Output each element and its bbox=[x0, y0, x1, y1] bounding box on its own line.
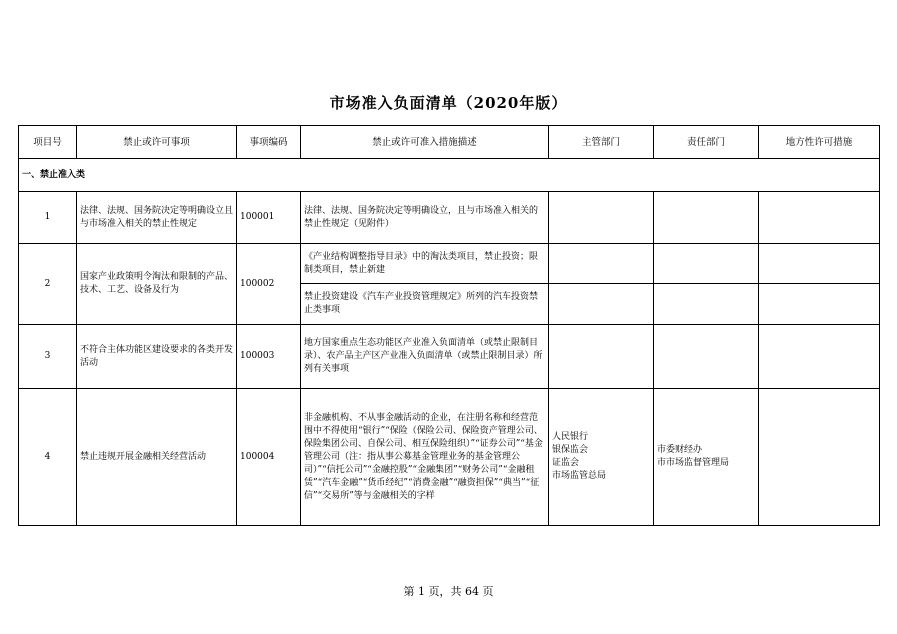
table-row bbox=[19, 244, 880, 284]
row-description: 《产业结构调整指导目录》中的淘汰类项目，禁止投资；限制类项目，禁止新建 bbox=[301, 244, 549, 284]
header-project-no: 项目号 bbox=[19, 126, 77, 159]
row-code: 100003 bbox=[237, 325, 301, 389]
row-item: 法律、法规、国务院决定等明确设立且与市场准入相关的禁止性规定 bbox=[77, 192, 237, 244]
table-row bbox=[19, 389, 880, 526]
table-row bbox=[19, 325, 880, 389]
row-responsible: 市委财经办 市市场监督管理局 bbox=[654, 389, 759, 526]
header-responsible: 责任部门 bbox=[654, 126, 759, 159]
row-authority bbox=[549, 325, 654, 389]
row-code: 100001 bbox=[237, 192, 301, 244]
row-responsible bbox=[654, 325, 759, 389]
row-description: 地方国家重点生态功能区产业准入负面清单（或禁止限制目录）、农产品主产区产业准入负面清单（或禁止限制目录）所列有关事项 bbox=[301, 325, 549, 389]
row-authority: 人民银行 银保监会 证监会 市场监管总局 bbox=[549, 389, 654, 526]
table-row bbox=[19, 192, 880, 244]
section-row bbox=[19, 159, 880, 192]
row-authority bbox=[549, 284, 654, 325]
row-authority bbox=[549, 244, 654, 284]
negative-list-table bbox=[18, 125, 880, 526]
row-item: 不符合主体功能区建设要求的各类开发活动 bbox=[77, 325, 237, 389]
row-no: 1 bbox=[19, 192, 77, 244]
row-authority bbox=[549, 192, 654, 244]
page-title: 市场准入负面清单（2020年版） bbox=[329, 94, 568, 112]
header-authority: 主管部门 bbox=[549, 126, 654, 159]
row-local-measures bbox=[759, 244, 880, 284]
row-item: 国家产业政策明令淘汰和限制的产品、技术、工艺、设备及行为 bbox=[77, 244, 237, 325]
row-local-measures bbox=[759, 192, 880, 244]
row-no: 3 bbox=[19, 325, 77, 389]
row-responsible bbox=[654, 244, 759, 284]
header-local-measures: 地方性许可措施 bbox=[759, 126, 880, 159]
row-local-measures bbox=[759, 325, 880, 389]
row-code: 100002 bbox=[237, 244, 301, 325]
row-responsible bbox=[654, 284, 759, 325]
header-description: 禁止或许可准入措施描述 bbox=[301, 126, 549, 159]
row-description: 禁止投资建设《汽车产业投资管理规定》所列的汽车投资禁止类事项 bbox=[301, 284, 549, 325]
row-local-measures bbox=[759, 389, 880, 526]
header-item: 禁止或许可事项 bbox=[77, 126, 237, 159]
header-row bbox=[19, 126, 880, 159]
row-item: 禁止违规开展金融相关经营活动 bbox=[77, 389, 237, 526]
row-description: 法律、法规、国务院决定等明确设立，且与市场准入相关的禁止性规定（见附件） bbox=[301, 192, 549, 244]
row-local-measures bbox=[759, 284, 880, 325]
page-footer: 第 1 页，共 64 页 bbox=[403, 585, 494, 598]
row-responsible bbox=[654, 192, 759, 244]
row-code: 100004 bbox=[237, 389, 301, 526]
row-description: 非金融机构、不从事金融活动的企业，在注册名称和经营范围中不得使用“银行”“保险（保险公司、保险资产管理公司、保险集团公司、自保公司、相互保险组织）”“证券公司”“基金管理公司（注：指从事公募基金管理业务的基金管理公司）”“信托公司”“金融控股”“金融集团”“财务公司”“金融租赁”“汽车金融”“货币经纪”“消费金融”“融资担保”“典当”“征信”“交易所”等与金融相关的字样 bbox=[301, 389, 549, 526]
header-code: 事项编码 bbox=[237, 126, 301, 159]
section-title: 一、禁止准入类 bbox=[19, 159, 880, 192]
row-no: 2 bbox=[19, 244, 77, 325]
row-no: 4 bbox=[19, 389, 77, 526]
